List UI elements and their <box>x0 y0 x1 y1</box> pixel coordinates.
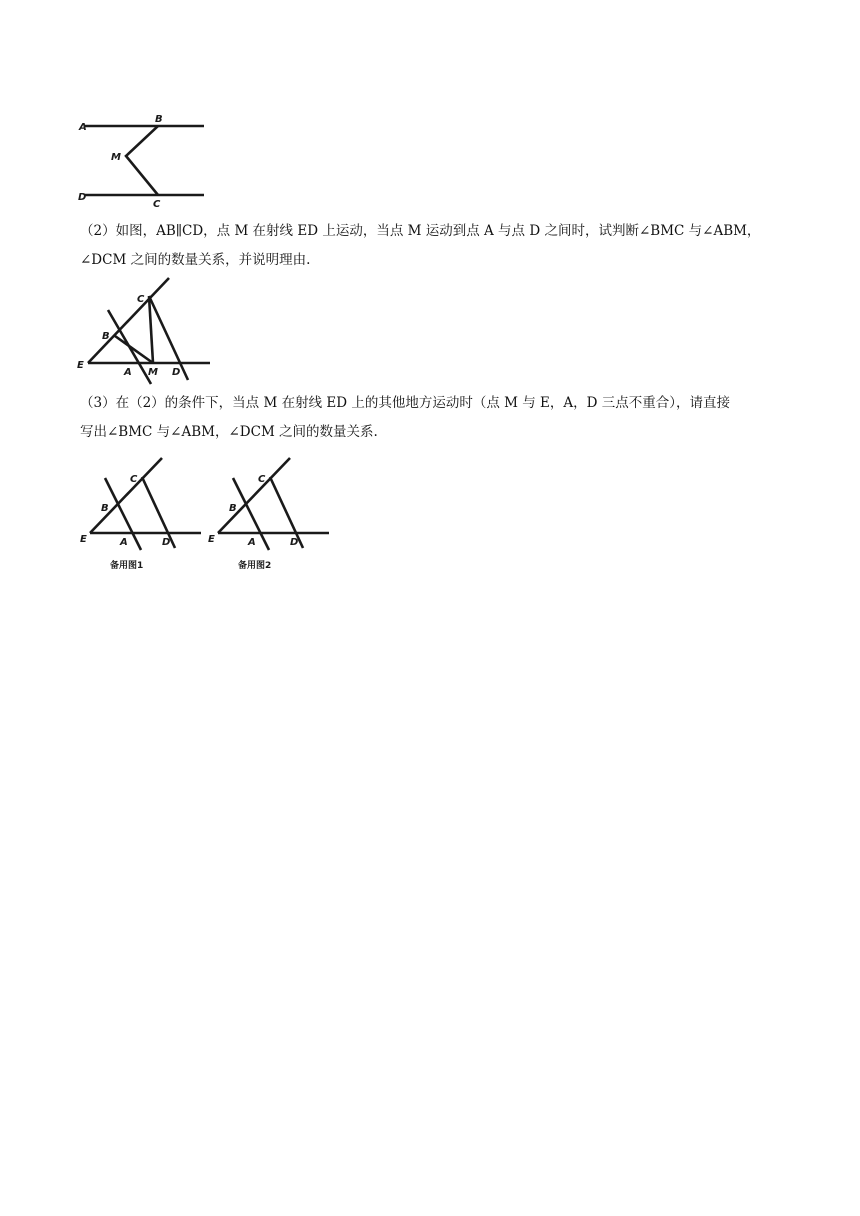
figure-spare-2 <box>198 452 338 574</box>
question-2 <box>80 217 780 275</box>
label-c: C <box>258 474 266 485</box>
segment-bm <box>115 336 153 363</box>
label-b: B <box>102 331 110 342</box>
label-b: B <box>101 503 109 514</box>
label-b: B <box>229 503 237 514</box>
question-2-line-2: ∠DCM 之间的数量关系，并说明理由. <box>80 252 311 268</box>
question-3-line-2: 写出∠BMC 与∠ABM，∠DCM 之间的数量关系. <box>80 424 378 440</box>
label-e: E <box>80 534 87 545</box>
label-d: D <box>162 537 171 548</box>
question-2-line-1: （2）如图，AB∥CD，点 M 在射线 ED 上运动，当点 M 运动到点 A 与点 D 之间时，试判断∠BMC 与∠ABM， <box>80 223 761 239</box>
line-eb-c <box>88 278 169 363</box>
label-c: C <box>153 199 161 210</box>
question-3 <box>80 389 780 447</box>
label-c: C <box>130 474 138 485</box>
label-a: A <box>124 367 132 378</box>
label-c: C <box>137 294 145 305</box>
question-3-line-1: （3）在（2）的条件下，当点 M 在射线 ED 上的其他地方运动时（点 M 与 E，A，D 三点不重合），请直接 <box>80 395 731 411</box>
label-d: D <box>78 192 87 203</box>
label-a: A <box>120 537 128 548</box>
figure-m-between-a-d <box>70 274 220 386</box>
label-d: D <box>290 537 299 548</box>
label-e: E <box>208 534 215 545</box>
caption-spare-1: 备用图1 <box>110 561 144 571</box>
label-m: M <box>148 367 158 378</box>
segment-bmc <box>126 126 158 195</box>
figure-parallel-lines-m <box>70 108 220 212</box>
label-b: B <box>155 114 163 125</box>
label-d: D <box>172 367 181 378</box>
label-a: A <box>79 122 87 133</box>
figure-spare-1 <box>70 452 210 574</box>
label-e: E <box>77 360 84 371</box>
label-a: A <box>248 537 256 548</box>
label-m: M <box>111 152 121 163</box>
caption-spare-2: 备用图2 <box>238 561 272 571</box>
